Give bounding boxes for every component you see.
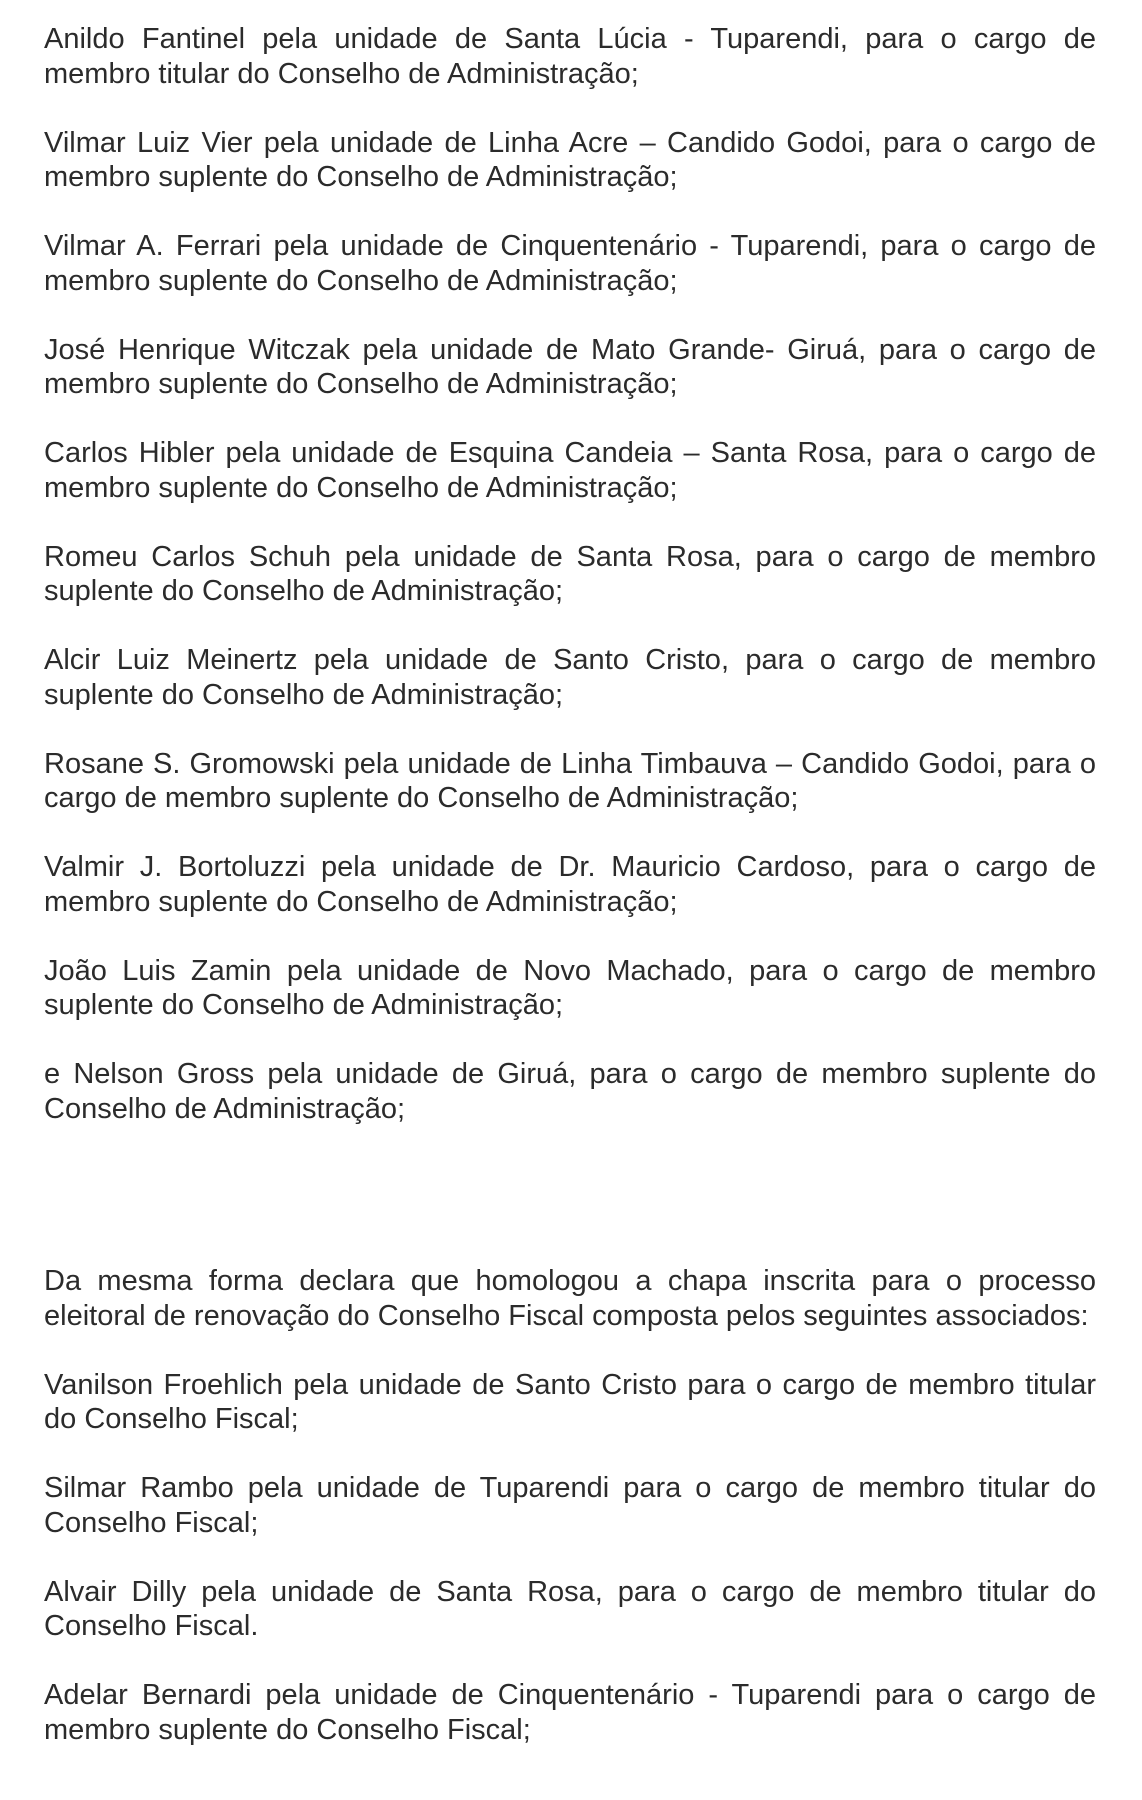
paragraph-nelson-gross: e Nelson Gross pela unidade de Giruá, para o cargo de membro suplente do Conselho de Administração;: [44, 1058, 1096, 1125]
paragraph-alcir-luiz-meinertz: Alcir Luiz Meinertz pela unidade de Santo Cristo, para o cargo de membro suplente do Conselho de Administração;: [44, 644, 1096, 711]
paragraph-valmir-bortoluzzi: Valmir J. Bortoluzzi pela unidade de Dr. Mauricio Cardoso, para o cargo de membro suplente do Conselho de Administração;: [44, 851, 1096, 918]
paragraph-conselho-fiscal-intro: Da mesma forma declara que homologou a chapa inscrita para o processo eleitoral de renovação do Conselho Fiscal composta pelos seguintes associados:: [44, 1265, 1096, 1332]
paragraph-rosane-gromowski: Rosane S. Gromowski pela unidade de Linha Timbauva – Candido Godoi, para o cargo de membro suplente do Conselho de Administração;: [44, 747, 1096, 814]
paragraph-joao-luis-zamin: João Luis Zamin pela unidade de Novo Machado, para o cargo de membro suplente do Conselho de Administração;: [44, 954, 1096, 1021]
paragraph-romeu-carlos-schuh: Romeu Carlos Schuh pela unidade de Santa Rosa, para o cargo de membro suplente do Conselho de Administração;: [44, 540, 1096, 607]
paragraph-carlos-hibler: Carlos Hibler pela unidade de Esquina Candeia – Santa Rosa, para o cargo de membro suplente do Conselho de Administração;: [44, 437, 1096, 504]
paragraph-anildo-fantinel: Anildo Fantinel pela unidade de Santa Lúcia - Tuparendi, para o cargo de membro titular do Conselho de Administração;: [44, 23, 1096, 90]
paragraph-vilmar-luiz-vier: Vilmar Luiz Vier pela unidade de Linha Acre – Candido Godoi, para o cargo de membro suplente do Conselho de Administração;: [44, 126, 1096, 193]
paragraph-jose-henrique-witczak: José Henrique Witczak pela unidade de Mato Grande- Giruá, para o cargo de membro suplente do Conselho de Administração;: [44, 333, 1096, 400]
section-spacer: [44, 1161, 1096, 1265]
paragraph-vanilson-froehlich: Vanilson Froehlich pela unidade de Santo Cristo para o cargo de membro titular do Conselho Fiscal;: [44, 1368, 1096, 1435]
paragraph-alvair-dilly: Alvair Dilly pela unidade de Santa Rosa, para o cargo de membro titular do Conselho Fiscal.: [44, 1575, 1096, 1642]
paragraph-adelar-bernardi: Adelar Bernardi pela unidade de Cinquentenário - Tuparendi para o cargo de membro suplente do Conselho Fiscal;: [44, 1679, 1096, 1746]
document-body: [44, 22, 1096, 1782]
paragraph-silmar-rambo: Silmar Rambo pela unidade de Tuparendi para o cargo de membro titular do Conselho Fiscal;: [44, 1472, 1096, 1539]
paragraph-vilmar-ferrari: Vilmar A. Ferrari pela unidade de Cinquentenário - Tuparendi, para o cargo de membro suplente do Conselho de Administração;: [44, 230, 1096, 297]
